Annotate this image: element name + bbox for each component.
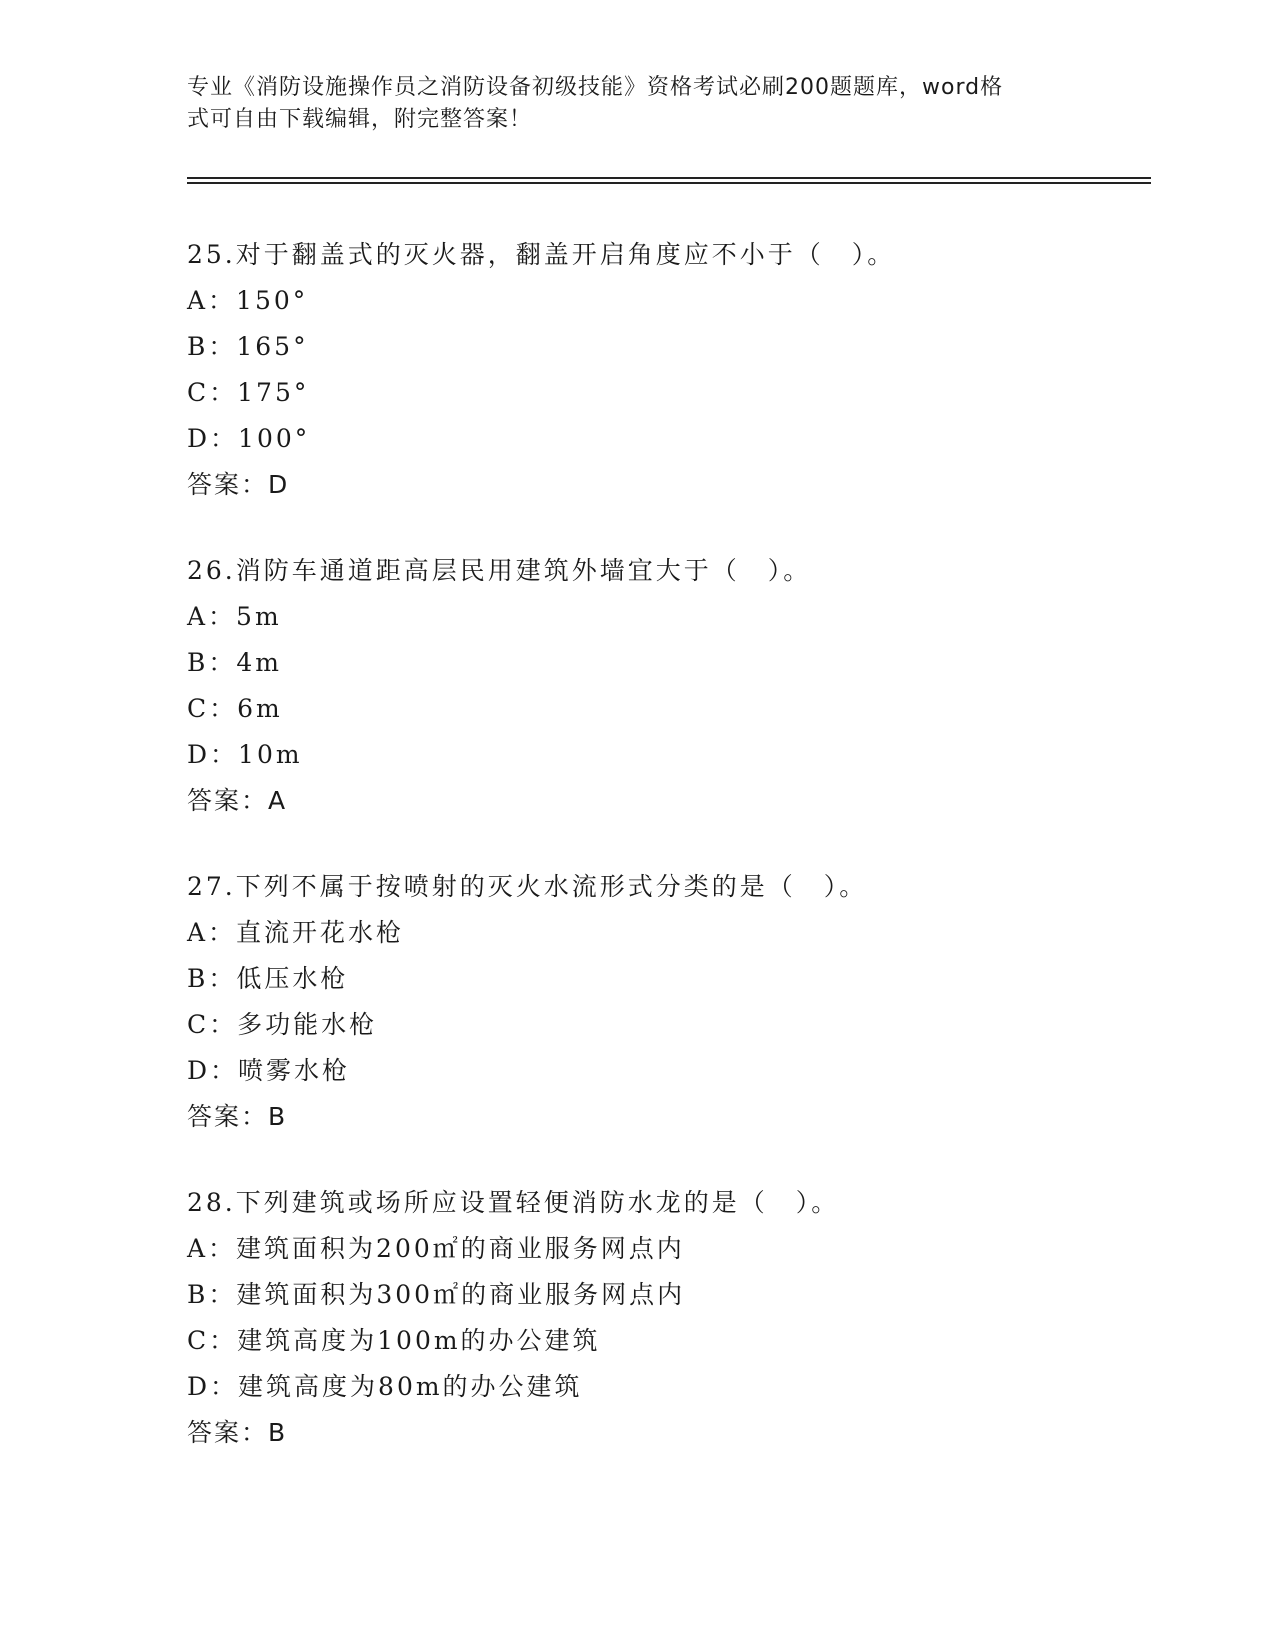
answer: 答案：D [187,470,290,499]
question-27 [187,864,1147,1140]
option-c: C：多功能水枪 [187,1010,378,1039]
option-b: B：建筑面积为300㎡的商业服务网点内 [187,1280,686,1309]
option-d: D：建筑高度为80m的办公建筑 [187,1372,583,1401]
question-28 [187,1180,1147,1456]
question-stem: 26.消防车通道距高层民用建筑外墙宜大于（ ）。 [187,556,812,585]
question-stem: 25.对于翻盖式的灭火器，翻盖开启角度应不小于（ ）。 [187,240,896,269]
option-d: D：喷雾水枪 [187,1056,351,1085]
option-b: B：4m [187,648,282,677]
question-stem: 28.下列建筑或场所应设置轻便消防水龙的是（ ）。 [187,1188,840,1217]
answer: 答案：B [187,1418,288,1447]
answer: 答案：A [187,786,288,815]
answer: 答案：B [187,1102,288,1131]
header-line-1: 专业《消防设施操作员之消防设备初级技能》资格考试必刷200题题库，word格 [187,75,1004,100]
option-b: B：低压水枪 [187,964,349,993]
option-a: A：建筑面积为200㎡的商业服务网点内 [187,1234,685,1263]
document-header [187,72,1067,136]
option-d: D：10m [187,740,303,769]
header-line-2: 式可自由下载编辑，附完整答案！ [187,107,533,132]
question-26 [187,548,1147,824]
question-25 [187,232,1147,508]
option-c: C：175° [187,378,310,407]
option-c: C：6m [187,694,283,723]
option-c: C：建筑高度为100m的办公建筑 [187,1326,601,1355]
option-b: B：165° [187,332,309,361]
option-a: A：直流开花水枪 [187,918,405,947]
header-divider-bottom [187,182,1151,184]
header-divider-top [187,177,1151,179]
option-a: A：150° [187,286,309,315]
option-a: A：5m [187,602,282,631]
question-stem: 27.下列不属于按喷射的灭火水流形式分类的是（ ）。 [187,872,868,901]
option-d: D：100° [187,424,311,453]
